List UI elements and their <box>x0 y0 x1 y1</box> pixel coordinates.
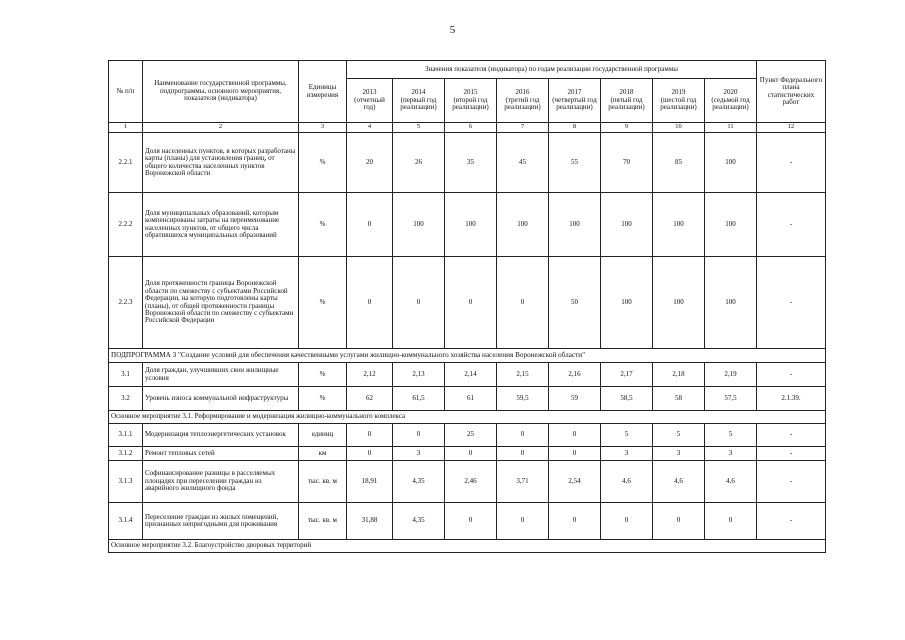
header-year-note: (отчетный год) <box>354 95 385 112</box>
header-year <box>347 79 393 123</box>
column-number: 3 <box>299 123 347 133</box>
indicator-name: Ремонт тепловых сетей <box>143 447 299 461</box>
header-year <box>393 79 445 123</box>
year-value: 58,5 <box>601 387 653 411</box>
year-value: 0 <box>497 257 549 349</box>
year-value: 0 <box>347 193 393 257</box>
basic-measure-3-1-title: Основное мероприятие 3.1. Реформирование и модернизация жилищно-коммунального комплекса <box>109 411 826 424</box>
header-year-value: 2018 <box>619 88 634 97</box>
header-year-note: (шестой год реализации) <box>660 95 697 112</box>
column-number: 9 <box>601 123 653 133</box>
year-value: 0 <box>445 503 497 540</box>
year-value: 4,6 <box>653 461 705 503</box>
subprogram-3-title: ПОДПРОГРАММА 3 "Создание условий для обеспечения качественными услугами жилищно-коммунального хозяйства населения Воронежской области" <box>109 349 826 363</box>
year-value: 100 <box>705 193 757 257</box>
year-value: 100 <box>497 193 549 257</box>
stat-plan-point: - <box>757 363 826 387</box>
indicator-name: Переселение граждан из жилых помещений, признанных непригодными для проживания <box>143 503 299 540</box>
table-header <box>109 61 826 133</box>
table-row <box>109 424 826 447</box>
column-number: 10 <box>653 123 705 133</box>
row-number: 2.2.2 <box>109 193 143 257</box>
table-row <box>109 503 826 540</box>
header-year-value: 2020 <box>723 88 738 97</box>
year-value: 70 <box>601 133 653 193</box>
year-value: 0 <box>497 424 549 447</box>
header-year-note: (первый год реализации) <box>400 95 437 112</box>
year-value: 100 <box>549 193 601 257</box>
year-value: 55 <box>549 133 601 193</box>
year-value: 50 <box>549 257 601 349</box>
indicators-table <box>108 60 826 553</box>
year-value: 4,35 <box>393 461 445 503</box>
table-row <box>109 133 826 193</box>
header-year <box>549 79 601 123</box>
year-value: 61,5 <box>393 387 445 411</box>
header-year-note: (пятый год реализации) <box>608 95 645 112</box>
column-number: 4 <box>347 123 393 133</box>
table-row <box>109 193 826 257</box>
unit: % <box>299 133 347 193</box>
year-value: 59 <box>549 387 601 411</box>
year-value: 0 <box>549 424 601 447</box>
row-number: 2.2.3 <box>109 257 143 349</box>
year-value: 0 <box>393 424 445 447</box>
year-value: 5 <box>653 424 705 447</box>
column-number: 11 <box>705 123 757 133</box>
year-value: 25 <box>445 424 497 447</box>
year-value: 58 <box>653 387 705 411</box>
stat-plan-point: - <box>757 461 826 503</box>
header-year <box>601 79 653 123</box>
indicator-name: Доля протяженности границы Воронежской области по смежеству с субъектами Российской Федерации, на которую подготовлены карты (планы), от общей протяженности границы Воронежской области по смежеству с субъектами Российской Федерации <box>143 257 299 349</box>
year-value: 5 <box>601 424 653 447</box>
year-value: 0 <box>705 503 757 540</box>
year-value: 4,6 <box>705 461 757 503</box>
stat-plan-point: - <box>757 424 826 447</box>
basic-measure-3-2-title: Основное мероприятие 3.2. Благоустройство дворовых территорий <box>109 540 826 553</box>
header-year-value: 2013 <box>362 88 377 97</box>
unit: единиц <box>299 424 347 447</box>
year-value: 59,5 <box>497 387 549 411</box>
year-value: 4,6 <box>601 461 653 503</box>
stat-plan-point: - <box>757 447 826 461</box>
year-value: 62 <box>347 387 393 411</box>
year-value: 61 <box>445 387 497 411</box>
header-year-value: 2016 <box>515 88 530 97</box>
year-value: 31,88 <box>347 503 393 540</box>
header-year-note: (третий год реализации) <box>504 95 541 112</box>
year-value: 100 <box>705 133 757 193</box>
header-year-value: 2015 <box>463 88 478 97</box>
stat-plan-point: - <box>757 133 826 193</box>
table-row <box>109 363 826 387</box>
unit: % <box>299 387 347 411</box>
year-value: 0 <box>445 257 497 349</box>
stat-plan-point: 2.1.39. <box>757 387 826 411</box>
year-value: 2,14 <box>445 363 497 387</box>
year-value: 2,16 <box>549 363 601 387</box>
year-value: 100 <box>393 193 445 257</box>
year-value: 20 <box>347 133 393 193</box>
column-number: 6 <box>445 123 497 133</box>
year-value: 100 <box>601 193 653 257</box>
year-value: 100 <box>705 257 757 349</box>
year-value: 0 <box>393 257 445 349</box>
year-value: 2,54 <box>549 461 601 503</box>
row-number: 3.1.2 <box>109 447 143 461</box>
unit: % <box>299 257 347 349</box>
header-name: Наименование государственной программы, подпрограммы, основного мероприятия, показателя (индикатора) <box>143 61 299 123</box>
year-value: 3,71 <box>497 461 549 503</box>
year-value: 2,46 <box>445 461 497 503</box>
header-stat-point: Пункт Федерального плана статистических работ <box>757 61 826 123</box>
row-number: 2.2.1 <box>109 133 143 193</box>
indicator-name: Доля муниципальных образований, которым компенсированы затраты на переименование населенных пунктов, от общего числа обратившихся муниципальных образований <box>143 193 299 257</box>
page-number: 5 <box>449 24 456 36</box>
indicator-name: Доля граждан, улучшивших свои жилищные условия <box>143 363 299 387</box>
year-value: 100 <box>653 257 705 349</box>
row-number: 3.2 <box>109 387 143 411</box>
header-year-value: 2019 <box>671 88 686 97</box>
header-values-group: Значения показателя (индикатора) по годам реализации государственной программы <box>347 61 757 79</box>
year-value: 45 <box>497 133 549 193</box>
year-value: 2,15 <box>497 363 549 387</box>
column-number: 12 <box>757 123 826 133</box>
indicator-name: Софинансирование разницы в расселяемых площадях при переселении граждан из аварийного жилищного фонда <box>143 461 299 503</box>
header-year <box>497 79 549 123</box>
year-value: 3 <box>393 447 445 461</box>
column-number: 7 <box>497 123 549 133</box>
header-year <box>445 79 497 123</box>
year-value: 85 <box>653 133 705 193</box>
header-year-note: (седьмой год реализации) <box>711 95 750 112</box>
indicator-name: Уровень износа коммунальной инфраструктуры <box>143 387 299 411</box>
year-value: 26 <box>393 133 445 193</box>
subprogram-3-title-row <box>109 349 826 363</box>
unit: % <box>299 193 347 257</box>
header-year-note: (второй год реализации) <box>452 95 489 112</box>
year-value: 2,19 <box>705 363 757 387</box>
column-number: 1 <box>109 123 143 133</box>
header-year-value: 2014 <box>411 88 426 97</box>
year-value: 3 <box>601 447 653 461</box>
year-value: 0 <box>497 503 549 540</box>
column-number: 2 <box>143 123 299 133</box>
year-value: 0 <box>347 447 393 461</box>
stat-plan-point: - <box>757 257 826 349</box>
header-year-note: (четвертый год реализации) <box>552 95 597 112</box>
row-number: 3.1 <box>109 363 143 387</box>
header-year-value: 2017 <box>567 88 582 97</box>
year-value: 100 <box>601 257 653 349</box>
table-row <box>109 461 826 503</box>
stat-plan-point: - <box>757 503 826 540</box>
year-value: 100 <box>445 193 497 257</box>
unit: % <box>299 363 347 387</box>
row-number: 3.1.3 <box>109 461 143 503</box>
header-unit: Единицы измерения <box>299 61 347 123</box>
column-number: 8 <box>549 123 601 133</box>
stat-plan-point: - <box>757 193 826 257</box>
table-row <box>109 387 826 411</box>
indicator-name: Доля населенных пунктов, в которых разработаны карты (планы) для установления границ, от общего количества населенных пунктов Воронежской области <box>143 133 299 193</box>
year-value: 0 <box>347 424 393 447</box>
indicator-name: Модернизация теплоэнергетических установок <box>143 424 299 447</box>
year-value: 0 <box>653 503 705 540</box>
header-no: № п/п <box>109 61 143 123</box>
unit: км <box>299 447 347 461</box>
year-value: 2,12 <box>347 363 393 387</box>
year-value: 35 <box>445 133 497 193</box>
year-value: 0 <box>497 447 549 461</box>
year-value: 18,91 <box>347 461 393 503</box>
year-value: 0 <box>347 257 393 349</box>
unit: тыс. кв. м <box>299 461 347 503</box>
year-value: 3 <box>705 447 757 461</box>
year-value: 100 <box>653 193 705 257</box>
row-number: 3.1.1 <box>109 424 143 447</box>
row-number: 3.1.4 <box>109 503 143 540</box>
basic-measure-3-2-title-row <box>109 540 826 553</box>
table-row <box>109 447 826 461</box>
year-value: 2,17 <box>601 363 653 387</box>
header-year <box>653 79 705 123</box>
year-value: 0 <box>549 447 601 461</box>
year-value: 0 <box>445 447 497 461</box>
year-value: 57,5 <box>705 387 757 411</box>
year-value: 4,35 <box>393 503 445 540</box>
table-row <box>109 257 826 349</box>
unit: тыс. кв. м <box>299 503 347 540</box>
year-value: 2,13 <box>393 363 445 387</box>
header-year <box>705 79 757 123</box>
basic-measure-3-1-title-row <box>109 411 826 424</box>
year-value: 2,18 <box>653 363 705 387</box>
year-value: 0 <box>549 503 601 540</box>
year-value: 3 <box>653 447 705 461</box>
year-value: 5 <box>705 424 757 447</box>
column-number: 5 <box>393 123 445 133</box>
year-value: 0 <box>601 503 653 540</box>
